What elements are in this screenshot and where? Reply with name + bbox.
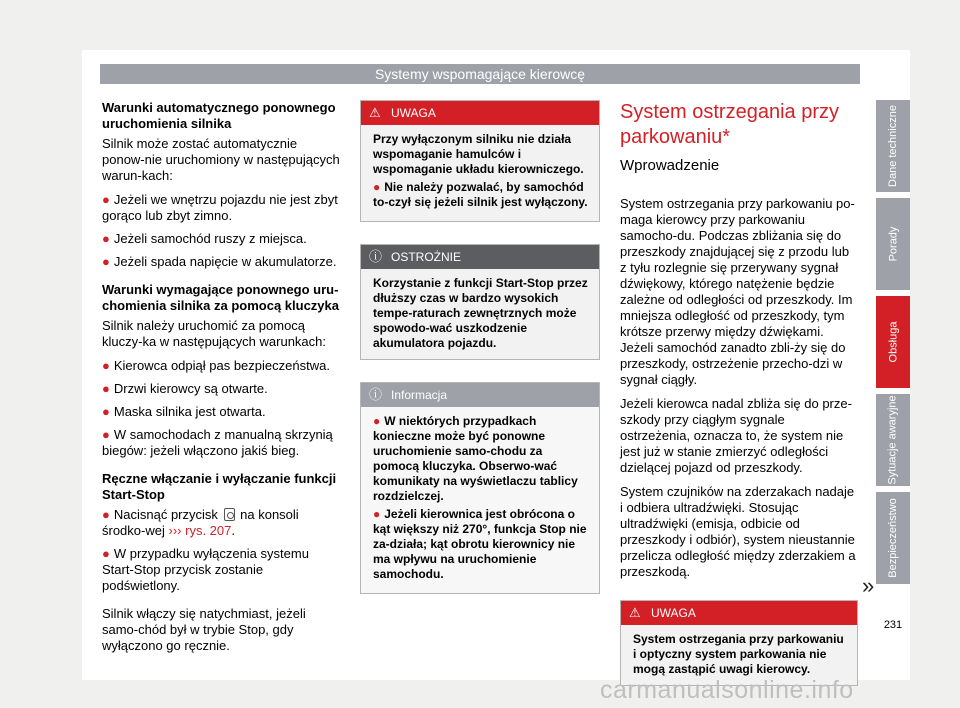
list-item: ● Drzwi kierowcy są otwarte. <box>102 381 268 396</box>
tab-bezpieczenstwo[interactable]: Bezpieczeństwo <box>876 492 910 584</box>
info-box <box>360 382 600 594</box>
paragraph: Silnik włączy się natychmiast, jeżeli samo-chód był w trybie Stop, gdy wyłączono go ręcznie. <box>102 606 306 653</box>
bullet-icon: ● <box>102 358 110 373</box>
column-middle <box>360 100 600 616</box>
list-item: ● Jeżeli kierownica jest obrócona o kąt większy niż 270°, funkcja Stop nie za-działa; kąt obrotu kierownicy nie ma wpływu na uruchomienie samochodu. <box>373 507 587 581</box>
list-item: ● Maska silnika jest otwarta. <box>102 404 266 419</box>
paragraph: Silnik należy uruchomić za pomocą kluczy-ka w następujących warunkach: <box>102 318 326 349</box>
caution-circle-icon: ⓘ <box>369 249 383 264</box>
column-left <box>102 100 342 662</box>
section-title: System ostrzegania przy parkowaniu* <box>620 101 839 148</box>
list-item: ● Kierowca odpiął pas bezpieczeństwa. <box>102 358 330 373</box>
start-stop-button-icon <box>224 508 235 521</box>
paragraph: Jeżeli kierowca nadal zbliża się do prze-szkody przy ciągłym sygnale ostrzeżenia, oznacza to, że system nie jest już w stanie zmierzyć odległości dzielącej pojazd od przeszkody. <box>620 396 852 475</box>
tab-porady[interactable]: Porady <box>876 198 910 290</box>
watermark: carmanualsonline.info <box>600 676 854 704</box>
bullet-icon: ● <box>102 427 110 442</box>
warning-box <box>620 600 858 686</box>
bullet-icon: ● <box>102 546 110 561</box>
warning-label: UWAGA <box>391 106 436 120</box>
info-label: Informacja <box>391 388 448 402</box>
caution-box <box>360 244 600 360</box>
section-heading: Ręczne włączanie i wyłączanie funkcji Start-Stop <box>102 471 337 502</box>
list-item: ● Jeżeli samochód ruszy z miejsca. <box>102 231 307 246</box>
page-number: 231 <box>883 619 903 631</box>
tab-dane-techniczne[interactable]: Dane techniczne <box>876 100 910 192</box>
paragraph: System ostrzegania przy parkowaniu po-maga kierowcy przy parkowaniu samocho-du. Podczas zbliżania się do przeszkody znajdującej się z przodu lub z tyłu rozlegnie się przerywany sygnał dźwiękowy, którego natężenie będzie zależne od odległości od przeszkody. Im mniejsza odległość od przeszkody, tym krótsze przerwy między dźwiękami. Jeżeli samochód zanadto zbli-ży się do przeszkody, ostrzeżenie przecho-dzi w sygnał ciągły. <box>620 196 855 387</box>
paragraph: System czujników na zderzakach nadaje i odbiera ultradźwięki. Stosując ultradźwięki (emisja, odbicie od przeszkody i odbiór), system nieustannie przelicza odległość między zderzakiem a przeszkodą. <box>620 484 856 579</box>
section-heading: Warunki wymagające ponownego uru-chomienia silnika za pomocą kluczyka <box>102 282 339 313</box>
reference-arrow: ››› <box>168 523 182 538</box>
bullet-icon: ● <box>373 414 381 428</box>
column-right <box>620 100 858 708</box>
warning-triangle-icon: ⚠ <box>629 605 641 620</box>
list-item: ● Nie należy pozwalać, by samochód to-czył się jeżeli silnik jest wyłączony. <box>373 180 588 209</box>
bullet-icon: ● <box>102 507 110 522</box>
section-subtitle: Wprowadzenie <box>620 157 720 174</box>
page-header: Systemy wspomagające kierowcę <box>100 64 860 84</box>
figure-reference-link[interactable]: rys. 207 <box>185 523 232 538</box>
bullet-icon: ● <box>102 381 110 396</box>
bullet-icon: ● <box>102 231 110 246</box>
warning-label: UWAGA <box>651 606 696 620</box>
section-heading: Warunki automatycznego ponownego uruchomienia silnika <box>102 100 336 131</box>
list-item: ● Nacisnąć przycisk na konsoli środko-wej ››› rys. 207. <box>102 507 299 538</box>
tab-sytuacje-awaryjne[interactable]: Sytuacje awaryjne <box>876 394 910 486</box>
list-item: ● W przypadku wyłączenia systemu Start-Stop przycisk zostanie podświetlony. <box>102 546 309 593</box>
warning-text: System ostrzegania przy parkowaniu i optyczny system parkowania nie mogą zastąpić uwagi kierowcy. <box>621 625 857 685</box>
bullet-icon: ● <box>102 404 110 419</box>
bullet-icon: ● <box>102 254 110 269</box>
list-item: ● Jeżeli spada napięcie w akumulatorze. <box>102 254 337 269</box>
bullet-icon: ● <box>102 192 110 207</box>
caution-text: Korzystanie z funkcji Start-Stop przez dłuższy czas w bardzo wysokich tempe-raturach zewnętrznych może spowodo-wać uszkodzenie akumulatora pojazdu. <box>361 269 599 359</box>
continue-mark: » <box>862 573 875 598</box>
warning-box <box>360 100 600 222</box>
bullet-icon: ● <box>373 180 381 194</box>
warning-triangle-icon: ⚠ <box>369 105 381 120</box>
info-icon: ⓘ <box>369 387 383 402</box>
list-item: ● Jeżeli we wnętrzu pojazdu nie jest zbyt gorąco lub zbyt zimno. <box>102 192 338 223</box>
bullet-icon: ● <box>373 507 381 521</box>
caution-label: OSTROŻNIE <box>391 250 462 264</box>
list-item: ● W niektórych przypadkach konieczne może być ponowne uruchomienie samo-chodu za pomocą kluczyka. Obserwo-wać komunikaty na wyświetlaczu tablicy rozdzielczej. <box>373 414 578 503</box>
tab-obsluga[interactable]: Obsługa <box>876 296 910 388</box>
paragraph: Silnik może zostać automatycznie ponow-nie uruchomiony w następujących warun-kach: <box>102 136 340 183</box>
warning-text: Przy wyłączonym silniku nie działa wspomaganie hamulców i wspomaganie układu kierowniczego. <box>373 132 584 176</box>
list-item: ● W samochodach z manualną skrzynią biegów: jeżeli włączono jakiś bieg. <box>102 427 333 458</box>
